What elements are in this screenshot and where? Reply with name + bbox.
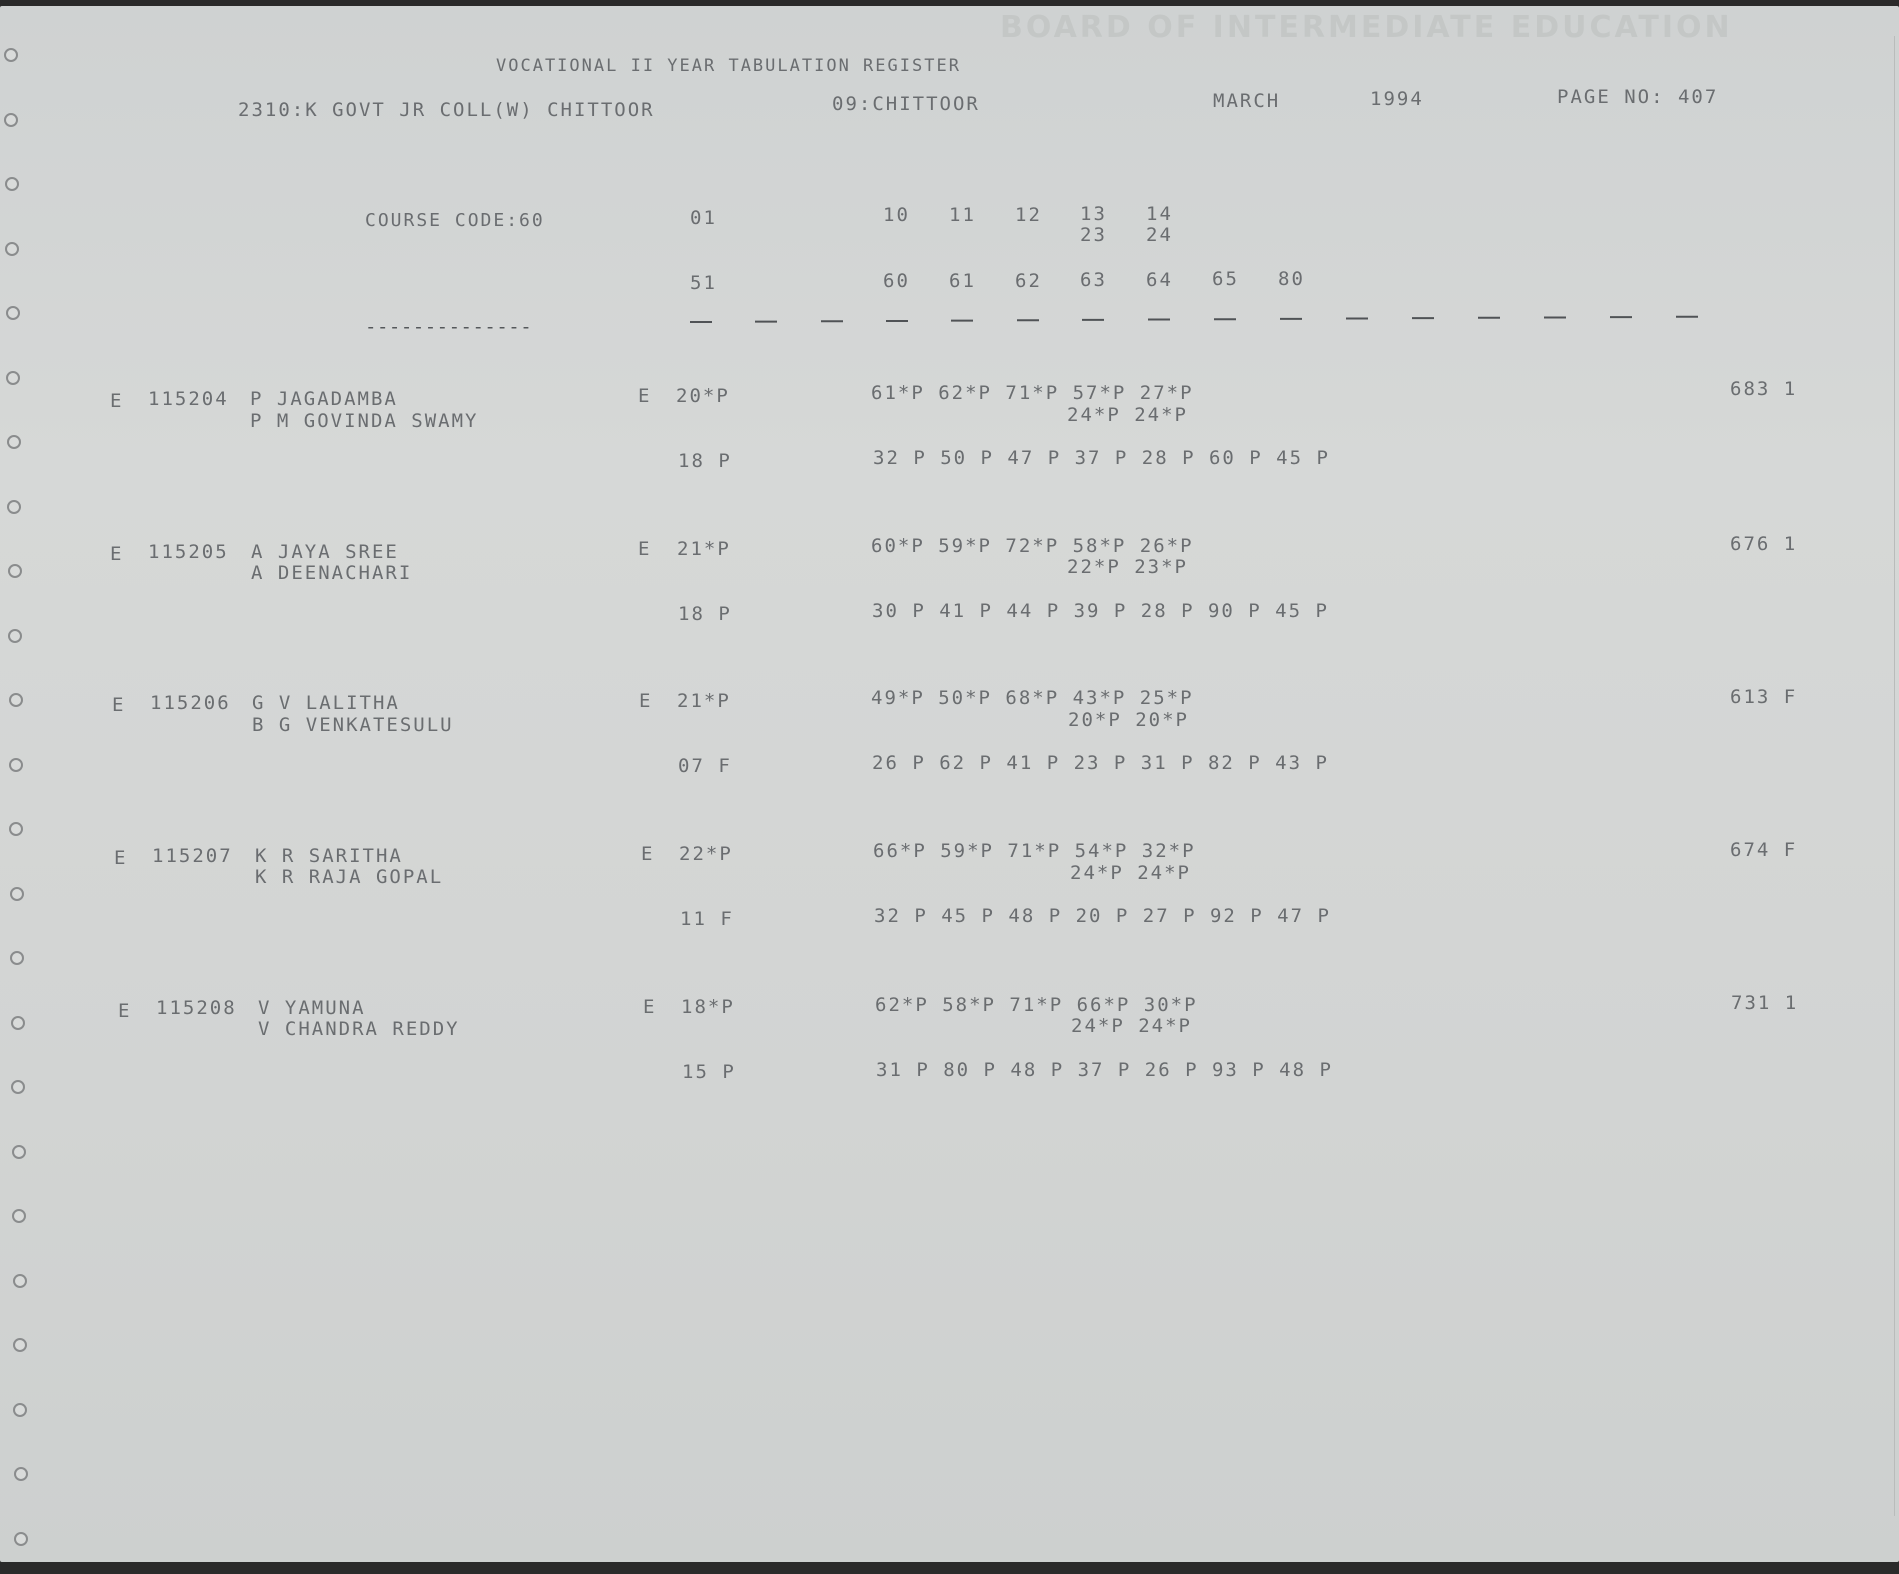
parent-name: B G VENKATESULU xyxy=(252,714,454,736)
sprocket-hole xyxy=(7,500,21,514)
sub-medium: E xyxy=(638,385,652,407)
page-number: PAGE NO: 407 xyxy=(1557,86,1719,108)
district-name: 09:CHITTOOR xyxy=(832,93,980,115)
medium-code: E xyxy=(110,543,124,565)
sprocket-hole xyxy=(14,1467,28,1481)
roll-number: 115207 xyxy=(152,845,233,867)
sprocket-hole xyxy=(13,1274,27,1288)
roll-number: 115206 xyxy=(150,692,231,714)
sprocket-hole xyxy=(9,758,23,772)
roll-number: 115208 xyxy=(156,997,237,1019)
medium-code: E xyxy=(114,847,128,869)
total-result: 731 1 xyxy=(1731,992,1799,1014)
subject-marks: 66*P 59*P 71*P 54*P 32*P xyxy=(873,840,1196,862)
parent-name: A DEENACHARI xyxy=(251,562,413,584)
sprocket-hole xyxy=(6,371,20,385)
total-result: 613 F xyxy=(1730,686,1798,708)
first-mark: 21*P xyxy=(677,538,731,560)
sprocket-hole xyxy=(13,1403,27,1417)
course-code: 61 xyxy=(949,270,976,292)
ghost-heading: BOARD OF INTERMEDIATE EDUCATION xyxy=(1000,10,1733,45)
right-edge-rule xyxy=(1894,36,1895,1516)
course-code-label: COURSE CODE:60 xyxy=(365,210,545,231)
medium-code: E xyxy=(112,694,126,716)
subject-marks-extra: 24*P 24*P xyxy=(1067,404,1188,426)
column-separator-dashes xyxy=(0,6,1899,346)
register-title: VOCATIONAL II YEAR TABULATION REGISTER xyxy=(496,56,961,76)
total-result: 676 1 xyxy=(1730,533,1798,555)
course-code: 10 xyxy=(883,204,910,226)
student-name: P JAGADAMBA xyxy=(250,388,398,410)
student-name: K R SARITHA xyxy=(255,845,403,867)
subject-marks-extra: 24*P 24*P xyxy=(1071,1015,1192,1037)
total-result: 674 F xyxy=(1730,839,1798,861)
first-mark: 18*P xyxy=(681,996,735,1018)
second-year-marks: 32 P 45 P 48 P 20 P 27 P 92 P 47 P xyxy=(874,905,1331,927)
sprocket-hole xyxy=(9,822,23,836)
subject-marks-extra: 24*P 24*P xyxy=(1070,862,1191,884)
exam-month: MARCH xyxy=(1213,90,1281,112)
course-code: 60 xyxy=(883,270,910,292)
medium-code: E xyxy=(118,1000,132,1022)
sprocket-hole xyxy=(10,887,24,901)
sprocket-hole xyxy=(11,1080,25,1094)
exam-year: 1994 xyxy=(1370,88,1424,110)
sprocket-hole xyxy=(12,1209,26,1223)
course-code: 14 xyxy=(1146,203,1173,225)
parent-name: V CHANDRA REDDY xyxy=(258,1018,460,1040)
sprocket-hole xyxy=(13,1338,27,1352)
roll-number: 115205 xyxy=(148,541,229,563)
second-mark: 11 F xyxy=(680,908,734,930)
sprocket-hole xyxy=(10,951,24,965)
sprocket-hole xyxy=(12,1145,26,1159)
subject-marks-extra: 22*P 23*P xyxy=(1067,556,1188,578)
student-name: A JAYA SREE xyxy=(251,541,399,563)
course-underline: -------------- xyxy=(365,316,533,338)
second-mark: 18 P xyxy=(678,603,732,625)
sprocket-hole xyxy=(14,1532,28,1546)
course-code: 24 xyxy=(1146,224,1173,246)
college-name: 2310:K GOVT JR COLL(W) CHITTOOR xyxy=(238,99,655,121)
sub-medium: E xyxy=(643,996,657,1018)
subject-marks: 61*P 62*P 71*P 57*P 27*P xyxy=(871,382,1194,404)
course-code: 13 xyxy=(1080,203,1107,225)
roll-number: 115204 xyxy=(148,388,229,410)
sub-medium: E xyxy=(639,690,653,712)
second-year-marks: 30 P 41 P 44 P 39 P 28 P 90 P 45 P xyxy=(872,600,1329,622)
sprocket-hole xyxy=(8,564,22,578)
total-result: 683 1 xyxy=(1730,378,1798,400)
second-mark: 15 P xyxy=(682,1061,736,1083)
first-mark: 21*P xyxy=(677,690,731,712)
course-code: 12 xyxy=(1015,204,1042,226)
second-mark: 18 P xyxy=(678,450,732,472)
second-mark: 07 F xyxy=(678,755,732,777)
sub-medium: E xyxy=(641,843,655,865)
course-code: 62 xyxy=(1015,270,1042,292)
course-code: 63 xyxy=(1080,269,1107,291)
register-sheet xyxy=(0,6,1899,1562)
course-code: 23 xyxy=(1080,224,1107,246)
subject-marks: 60*P 59*P 72*P 58*P 26*P xyxy=(871,535,1194,557)
sprocket-hole xyxy=(8,629,22,643)
subject-marks: 49*P 50*P 68*P 43*P 25*P xyxy=(871,687,1194,709)
sub-medium: E xyxy=(638,538,652,560)
course-code: 64 xyxy=(1146,269,1173,291)
course-code: 80 xyxy=(1278,268,1305,290)
student-name: V YAMUNA xyxy=(258,997,366,1019)
student-name: G V LALITHA xyxy=(252,692,400,714)
course-code: 01 xyxy=(690,207,717,229)
course-code: 11 xyxy=(949,204,976,226)
parent-name: K R RAJA GOPAL xyxy=(255,866,444,888)
subject-marks-extra: 20*P 20*P xyxy=(1068,709,1189,731)
second-year-marks: 32 P 50 P 47 P 37 P 28 P 60 P 45 P xyxy=(873,447,1330,469)
first-mark: 22*P xyxy=(679,843,733,865)
course-code: 51 xyxy=(690,272,717,294)
sprocket-hole xyxy=(9,693,23,707)
first-mark: 20*P xyxy=(676,385,730,407)
parent-name: P M GOVINDA SWAMY xyxy=(250,410,479,432)
course-code: 65 xyxy=(1212,268,1239,290)
sprocket-hole xyxy=(11,1016,25,1030)
second-year-marks: 26 P 62 P 41 P 23 P 31 P 82 P 43 P xyxy=(872,752,1329,774)
medium-code: E xyxy=(110,390,124,412)
sprocket-hole xyxy=(7,435,21,449)
second-year-marks: 31 P 80 P 48 P 37 P 26 P 93 P 48 P xyxy=(876,1059,1333,1081)
subject-marks: 62*P 58*P 71*P 66*P 30*P xyxy=(875,994,1198,1016)
